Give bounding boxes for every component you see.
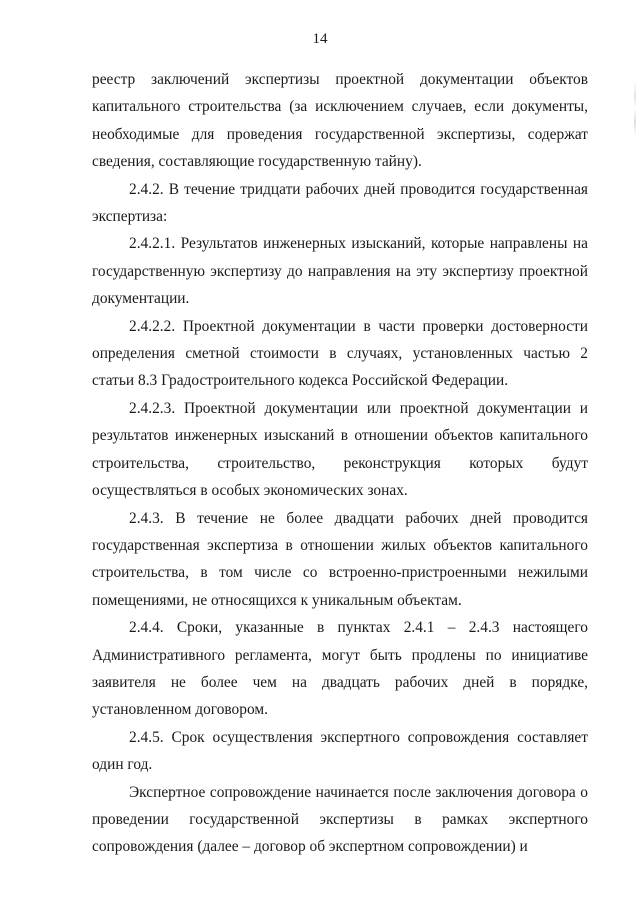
paragraph-expert-support: Экспертное сопровождение начинается после заключения договора о проведении государственной экспертизы в рамках экспертного сопровождения (далее – договор об экспертном сопровождении) и: [92, 783, 588, 856]
paragraph-2-4-4: 2.4.4. Сроки, указанные в пунктах 2.4.1 – 2.4.3 настоящего Административного регламента, могут быть продлены по инициативе заявителя не более чем на двадцать рабочих дней в порядке, установленном договором.: [92, 619, 588, 719]
scan-edge-mark: [634, 80, 636, 136]
paragraph-2-4-3: 2.4.3. В течение не более двадцати рабочих дней проводится государственная экспертиза в отношении жилых объектов капитального строительства, в том числе со встроенно-пристроенными нежилыми помещениями, не относящихся к уникальным объектам.: [92, 509, 588, 609]
paragraph-2-4-2: 2.4.2. В течение тридцати рабочих дней проводится государственная экспертиза:: [92, 180, 588, 226]
paragraph-2-4-2-3: 2.4.2.3. Проектной документации или проектной документации и результатов инженерных изысканий в отношении объектов капитального строительства, строительство, реконструкция которых будут осуществляться в особых экономических зонах.: [92, 399, 588, 500]
paragraph-2-4-2-2: 2.4.2.2. Проектной документации в части проверки достоверности определения сметной стоимости в случаях, установленных частью 2 статьи 8.3 Градостроительного кодекса Российской Федерации.: [92, 317, 588, 390]
paragraph-continuation: реестр заключений экспертизы проектной документации объектов капитального строительства (за исключением случаев, если документы, необходимые для проведения государственной экспертизы, содержат сведения, составляющие государственную тайну).: [92, 71, 588, 171]
paragraph-2-4-5: 2.4.5. Срок осуществления экспертного сопровождения составляет один год.: [92, 728, 588, 774]
document-body: [92, 66, 588, 861]
page-number: 14: [312, 31, 328, 47]
paragraph-2-4-2-1: 2.4.2.1. Результатов инженерных изысканий, которые направлены на государственную экспертизу до направления на эту экспертизу проектной документации.: [92, 235, 588, 308]
